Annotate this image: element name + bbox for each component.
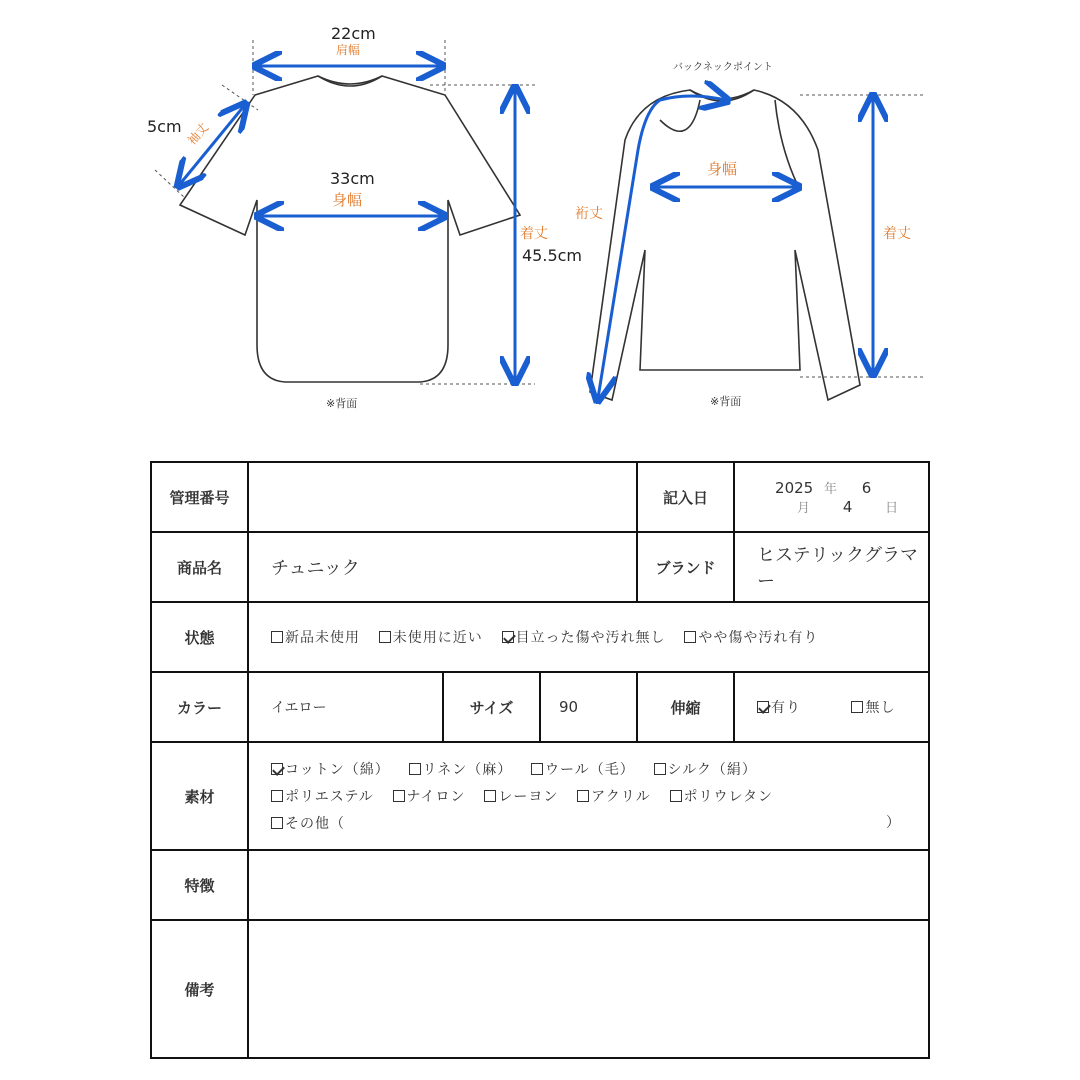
remarks-value[interactable] xyxy=(248,920,929,1058)
condition-option-new[interactable] xyxy=(271,627,360,647)
material-other-close: ） xyxy=(886,814,901,831)
remarks-label: 備考 xyxy=(151,920,248,1058)
checkbox[interactable] xyxy=(531,763,543,775)
material-wool[interactable] xyxy=(531,757,635,783)
material-label: 素材 xyxy=(151,742,248,850)
condition-label: 状態 xyxy=(151,602,248,672)
option-text: 新品未使用 xyxy=(285,630,360,646)
date-month-unit: 月 xyxy=(797,501,811,516)
size-value[interactable]: 90 xyxy=(540,672,637,742)
material-linen[interactable] xyxy=(409,757,513,783)
sleeve-label: 袖丈 xyxy=(184,120,212,148)
row-feature xyxy=(151,850,929,920)
condition-option-no-damage[interactable] xyxy=(502,627,666,647)
option-text: その他（ xyxy=(285,815,345,832)
feature-value[interactable] xyxy=(248,850,929,920)
date-day: 4 xyxy=(842,498,853,516)
checkbox-checked[interactable] xyxy=(757,701,769,713)
size-label: サイズ xyxy=(443,672,540,742)
option-text: 未使用に近い xyxy=(392,630,483,646)
material-cotton[interactable] xyxy=(271,757,390,783)
brand-label: ブランド xyxy=(637,532,734,602)
condition-option-near-new[interactable] xyxy=(379,627,483,647)
material-nylon[interactable] xyxy=(393,784,466,810)
length-label: 着丈 xyxy=(520,226,548,242)
garment-diagram xyxy=(0,0,1080,430)
checkbox[interactable] xyxy=(271,790,283,802)
material-polyester[interactable] xyxy=(271,784,374,810)
chest-value: 33cm xyxy=(330,169,375,188)
mgmt-label: 管理番号 xyxy=(151,462,248,532)
checkbox[interactable] xyxy=(393,790,405,802)
row-color-size xyxy=(151,672,929,742)
option-text: 目立った傷や汚れ無し xyxy=(515,630,666,646)
material-row-3 xyxy=(271,810,928,837)
checkbox[interactable] xyxy=(379,631,391,643)
checkbox[interactable] xyxy=(851,701,863,713)
checkbox[interactable] xyxy=(684,631,696,643)
material-rayon[interactable] xyxy=(484,784,558,810)
sleeve-value: 5cm xyxy=(147,117,182,136)
right-length-label: 着丈 xyxy=(883,226,911,242)
stretch-no[interactable] xyxy=(851,697,895,717)
material-polyurethane[interactable] xyxy=(670,784,773,810)
checkbox[interactable] xyxy=(409,763,421,775)
color-label: カラー xyxy=(151,672,248,742)
option-text: ポリエステル xyxy=(285,788,374,805)
longsleeve-outline xyxy=(590,90,860,400)
date-label: 記入日 xyxy=(637,462,734,532)
brand-value[interactable]: ヒステリックグラマー xyxy=(734,532,929,602)
left-guides xyxy=(155,40,535,384)
back-neck-point-label: バックネックポイント xyxy=(673,62,773,73)
checkbox[interactable] xyxy=(271,631,283,643)
back-note-right: ※背面 xyxy=(710,395,742,408)
stretch-options xyxy=(734,672,929,742)
feature-label: 特徴 xyxy=(151,850,248,920)
right-chest-label: 身幅 xyxy=(707,160,738,178)
option-text: 有り xyxy=(771,700,802,716)
checkbox[interactable] xyxy=(271,817,283,829)
checkbox[interactable] xyxy=(577,790,589,802)
date-month: 6 xyxy=(861,479,872,497)
row-material xyxy=(151,742,929,850)
option-text: シルク（絹） xyxy=(667,761,757,778)
date-year: 2025 xyxy=(775,479,814,497)
length-value: 45.5cm xyxy=(522,246,583,265)
checkbox[interactable] xyxy=(484,790,496,802)
material-row-1 xyxy=(271,756,928,783)
diagram-svg xyxy=(0,0,1080,430)
option-text: レーヨン xyxy=(498,788,559,805)
color-value[interactable]: イエロー xyxy=(248,672,443,742)
option-text: コットン（綿） xyxy=(285,761,390,778)
product-value[interactable]: チュニック xyxy=(248,532,637,602)
condition-options xyxy=(248,602,929,672)
row-management xyxy=(151,462,929,532)
option-text: やや傷や汚れ有り xyxy=(698,630,819,646)
option-text: アクリル xyxy=(591,788,651,805)
shoulder-label: 肩幅 xyxy=(336,43,361,57)
checkbox-checked[interactable] xyxy=(271,763,283,775)
row-product xyxy=(151,532,929,602)
checkbox-checked[interactable] xyxy=(502,631,514,643)
material-other[interactable] xyxy=(271,811,345,837)
row-remarks xyxy=(151,920,929,1058)
material-options xyxy=(248,742,929,850)
option-text: リネン（麻） xyxy=(422,761,513,778)
option-text: ナイロン xyxy=(406,788,466,805)
back-note-left: ※背面 xyxy=(326,397,358,410)
option-text: ポリウレタン xyxy=(683,788,773,805)
date-value[interactable] xyxy=(734,462,929,532)
chest-label: 身幅 xyxy=(332,191,363,209)
checkbox[interactable] xyxy=(654,763,666,775)
material-silk[interactable] xyxy=(654,757,757,783)
stretch-yes[interactable] xyxy=(757,697,801,717)
row-condition xyxy=(151,602,929,672)
date-day-unit: 日 xyxy=(885,501,899,516)
condition-option-some-damage[interactable] xyxy=(684,627,818,647)
material-row-2 xyxy=(271,783,928,810)
product-label: 商品名 xyxy=(151,532,248,602)
checkbox[interactable] xyxy=(670,790,682,802)
date-year-unit: 年 xyxy=(824,482,838,497)
right-arrows xyxy=(598,96,873,398)
yuki-label: 裄丈 xyxy=(575,206,603,222)
mgmt-value[interactable] xyxy=(248,462,637,532)
left-arrows xyxy=(180,66,515,380)
shoulder-value: 22cm xyxy=(331,24,376,43)
material-acrylic[interactable] xyxy=(577,784,651,810)
option-text: ウール（毛） xyxy=(545,761,635,778)
spec-table xyxy=(150,461,930,1059)
stretch-label: 伸縮 xyxy=(637,672,734,742)
option-text: 無し xyxy=(865,700,896,716)
